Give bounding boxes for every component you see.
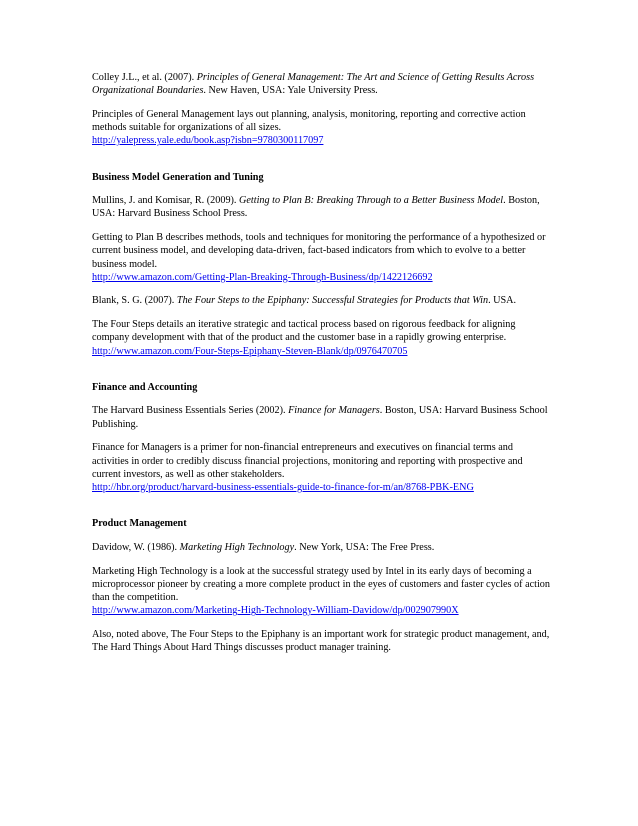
description-mullins: Getting to Plan B describes methods, tools and techniques for monitoring the performance of a hypothesized or current business model, and developing data-driven, fact-based indicators from which to evolve to a better business model. [92,232,546,270]
description-davidow: Marketing High Technology is a look at the successful strategy used by Intel in its early days of becoming a microprocessor pioneer by creating a more complete product in the eyes of customers and faster cycles of action than the competition. [92,565,550,603]
also-noted-paragraph: Also, noted above, The Four Steps to the Epiphany is an important work for strategic product management, and, The Hard Things About Hard Things discusses product manager training. [92,628,550,654]
link-mullins[interactable]: http://www.amazon.com/Getting-Plan-Breaking-Through-Business/dp/1422126692 [92,271,433,283]
citation-publisher: . New York, USA: The Free Press. [294,541,435,553]
description-blank: The Four Steps details an iterative strategic and tactical process based on rigorous feedback for aligning company development with that of the product and the customer base in a rapidly growing enterprise. [92,319,516,344]
citation-authors: Mullins, J. and Komisar, R. (2009). [92,195,240,207]
citation-authors: Blank, S. G. (2007). [92,295,177,307]
description-hbes: Finance for Managers is a primer for non-financial entrepreneurs and executives on financial terms and activities in order to credibly discuss financial projections, monitoring and reporting with prospective and current investors, as well as other stakeholders. [92,442,523,480]
link-colley[interactable]: http://yalepress.yale.edu/book.asp?isbn=9780300117097 [92,135,324,147]
citation-title: Getting to Plan B: Breaking Through to a Better Business Model [239,195,504,207]
citation-publisher: . New Haven, USA: Yale University Press. [203,85,378,97]
citation-davidow [92,541,552,554]
link-hbes[interactable]: http://hbr.org/product/harvard-business-essentials-guide-to-finance-for-m/an/8768-PBK-ENG [92,481,474,493]
section-heading-product-management: Product Management [92,518,187,530]
document-page [92,71,552,654]
link-davidow[interactable]: http://www.amazon.com/Marketing-High-Technology-William-Davidow/dp/002907990X [92,605,459,617]
citation-title: Principles of General Management: The Art and Science of Getting Results Across Organizational Boundaries [92,72,535,97]
citation-colley [92,71,552,97]
citation-authors: Davidow, W. (1986). [92,541,180,553]
citation-publisher: . Boston, USA: Harvard Business School Press. [92,195,540,220]
citation-blank [92,294,552,307]
citation-title: The Four Steps to the Epiphany: Successful Strategies for Products that Win [176,295,489,307]
citation-publisher: . USA. [488,295,517,307]
citation-title: Marketing High Technology [179,541,295,553]
citation-authors: Colley J.L., et al. (2007). [92,72,197,83]
citation-hbes [92,404,552,430]
link-blank[interactable]: http://www.amazon.com/Four-Steps-Epiphany-Steven-Blank/dp/0976470705 [92,345,408,357]
citation-mullins [92,194,552,220]
citation-publisher: . Boston, USA: Harvard Business School Publishing. [92,405,548,430]
description-colley: Principles of General Management lays out planning, analysis, monitoring, reporting and corrective action methods suitable for organizations of all sizes. [92,108,526,134]
section-heading-business-model: Business Model Generation and Tuning [92,171,264,183]
section-heading-finance: Finance and Accounting [92,381,198,393]
citation-title: Finance for Managers [288,405,380,417]
citation-authors: The Harvard Business Essentials Series (2002). [92,405,289,417]
